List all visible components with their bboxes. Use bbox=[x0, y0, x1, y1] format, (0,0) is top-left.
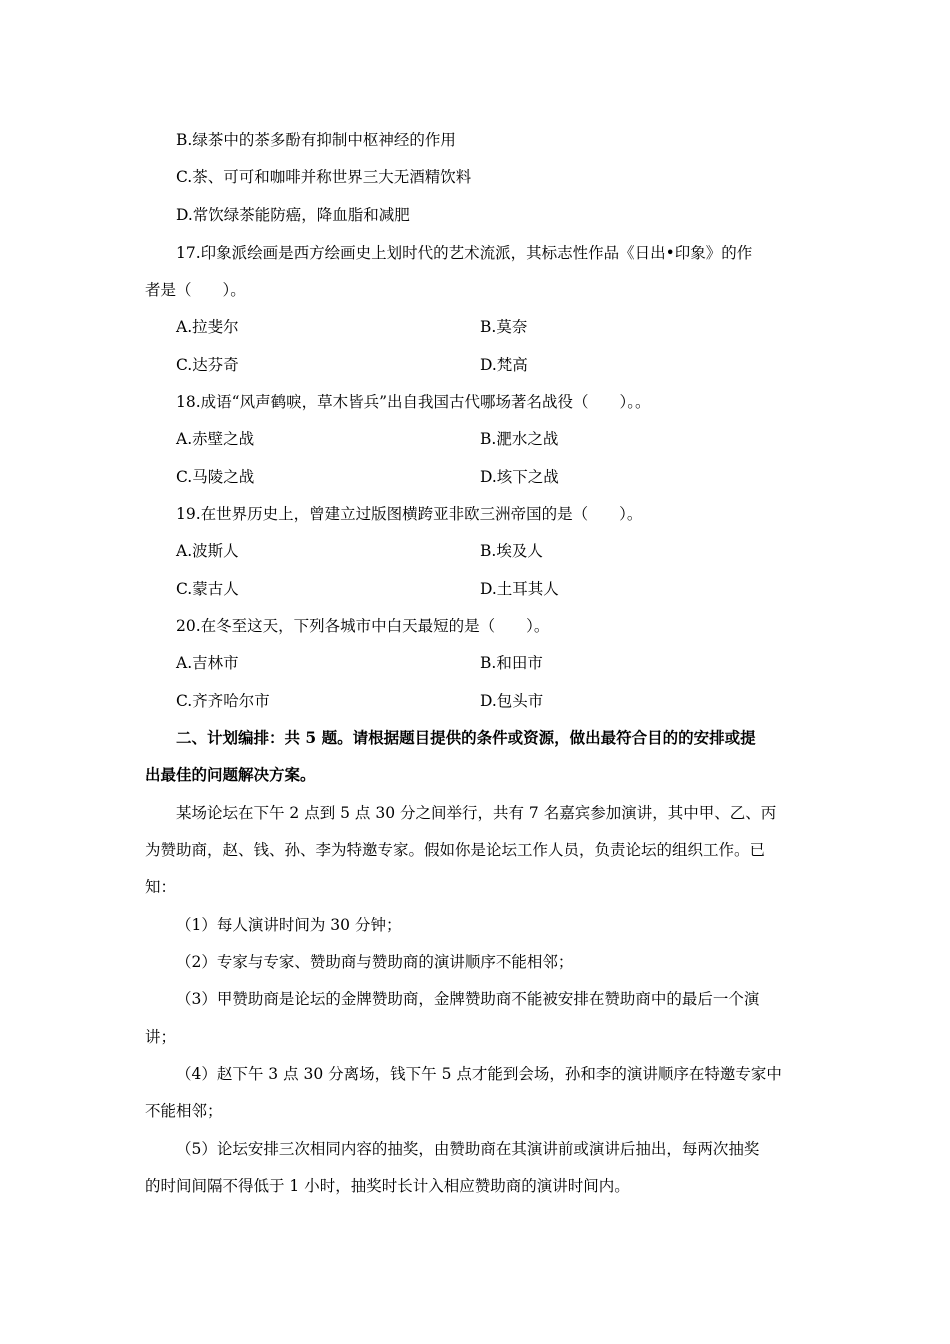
q17-option-b: B.莫奈 bbox=[480, 318, 528, 336]
q17-stem-line1: 17.印象派绘画是西方绘画史上划时代的艺术流派，其标志性作品《日出•印象》的作 bbox=[176, 244, 753, 262]
intro-line1: 某场论坛在下午 2 点到 5 点 30 分之间举行，共有 7 名嘉宾参加演讲，其中甲、乙、丙 bbox=[176, 804, 777, 822]
section2-heading-line1: 二、计划编排：共 5 题。请根据题目提供的条件或资源，做出最符合目的的安排或提 bbox=[176, 728, 756, 747]
q20-option-a: A.吉林市 bbox=[176, 654, 239, 672]
condition-1: （1）每人演讲时间为 30 分钟； bbox=[176, 916, 402, 934]
q20-option-b: B.和田市 bbox=[480, 654, 543, 672]
q20-option-c: C.齐齐哈尔市 bbox=[176, 692, 270, 710]
q19-option-b: B.埃及人 bbox=[480, 542, 543, 560]
q20-option-d: D.包头市 bbox=[480, 692, 544, 710]
q17-option-c: C.达芬奇 bbox=[176, 356, 239, 374]
q19-option-c: C.蒙古人 bbox=[176, 580, 239, 598]
q19-stem: 19.在世界历史上，曾建立过版图横跨亚非欧三洲帝国的是（ ）。 bbox=[176, 505, 643, 523]
condition-2: （2）专家与专家、赞助商与赞助商的演讲顺序不能相邻； bbox=[176, 953, 574, 971]
q17-option-d: D.梵高 bbox=[480, 356, 528, 374]
q17-stem-line2: 者是（ ）。 bbox=[145, 281, 246, 299]
q18-option-d: D.垓下之战 bbox=[480, 468, 559, 486]
condition-3-line1: （3）甲赞助商是论坛的金牌赞助商，金牌赞助商不能被安排在赞助商中的最后一个演 bbox=[176, 990, 760, 1008]
intro-line2: 为赞助商，赵、钱、孙、李为特邀专家。假如你是论坛工作人员，负责论坛的组织工作。已 bbox=[145, 841, 766, 859]
section2-heading-line2: 出最佳的问题解决方案。 bbox=[145, 765, 316, 784]
q20-stem: 20.在冬至这天，下列各城市中白天最短的是（ ）。 bbox=[176, 617, 550, 635]
intro-line3: 知： bbox=[145, 878, 177, 896]
q18-option-b: B.淝水之战 bbox=[480, 430, 559, 448]
q16-option-d: D.常饮绿茶能防癌，降血脂和减肥 bbox=[176, 206, 410, 224]
q17-option-a: A.拉斐尔 bbox=[176, 318, 239, 336]
q19-option-d: D.土耳其人 bbox=[480, 580, 559, 598]
q16-option-c: C.茶、可可和咖啡并称世界三大无酒精饮料 bbox=[176, 168, 472, 186]
q19-option-a: A.波斯人 bbox=[176, 542, 239, 560]
q18-stem: 18.成语“风声鹤唳，草木皆兵”出自我国古代哪场著名战役（ ）。。 bbox=[176, 393, 651, 411]
q18-option-a: A.赤壁之战 bbox=[176, 430, 255, 448]
q16-option-b: B.绿茶中的茶多酚有抑制中枢神经的作用 bbox=[176, 131, 456, 149]
q18-option-c: C.马陵之战 bbox=[176, 468, 255, 486]
condition-3-line2: 讲； bbox=[145, 1028, 177, 1046]
condition-5-line2: 的时间间隔不得低于 1 小时，抽奖时长计入相应赞助商的演讲时间内。 bbox=[145, 1177, 630, 1195]
condition-4-line1: （4）赵下午 3 点 30 分离场，钱下午 5 点才能到会场，孙和李的演讲顺序在特邀专家中 bbox=[176, 1065, 782, 1083]
condition-5-line1: （5）论坛安排三次相同内容的抽奖，由赞助商在其演讲前或演讲后抽出，每两次抽奖 bbox=[176, 1140, 760, 1158]
condition-4-line2: 不能相邻； bbox=[145, 1102, 223, 1120]
